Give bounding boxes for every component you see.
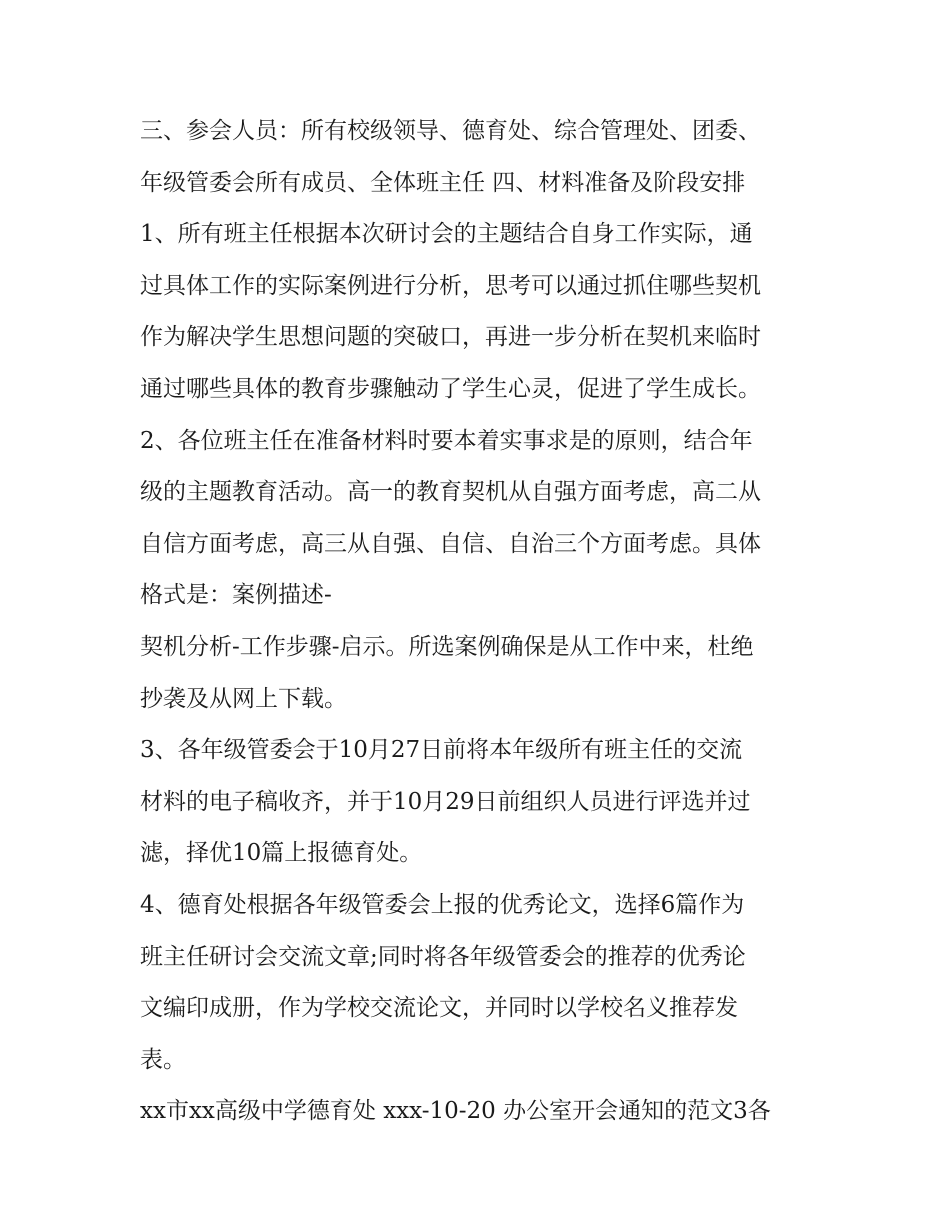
text-line: 2、各位班主任在准备材料时要本着实事求是的原则，结合年 xyxy=(140,427,753,454)
text-line: 年级管委会所有成员、全体班主任 四、材料准备及阶段安排 xyxy=(140,169,746,196)
text-line: 滤，择优10篇上报德育处。 xyxy=(140,840,423,867)
text-line: 通过哪些具体的教育步骤触动了学生心灵，促进了学生成长。 xyxy=(140,375,761,402)
text-line: 过具体工作的实际案例进行分析，思考可以通过抓住哪些契机 xyxy=(140,272,761,299)
text-line: 三、参会人员：所有校级领导、德育处、综合管理处、团委、 xyxy=(140,118,761,144)
document-body xyxy=(140,106,820,1138)
text-line: 文编印成册，作为学校交流论文，并同时以学校名义推荐发 xyxy=(140,995,738,1022)
text-line: 表。 xyxy=(140,1046,186,1073)
text-line: 4、德育处根据各年级管委会上报的优秀论文，选择6篇作为 xyxy=(140,891,745,918)
text-line: 格式是：案例描述- xyxy=(140,582,332,609)
text-line: 3、各年级管委会于10月27日前将本年级所有班主任的交流 xyxy=(140,737,743,764)
text-line: 抄袭及从网上下载。 xyxy=(140,685,347,712)
text-line: 材料的电子稿收齐，并于10月29日前组织人员进行评选并过 xyxy=(140,788,751,815)
text-line: 班主任研讨会交流文章;同时将各年级管委会的推荐的优秀论 xyxy=(140,943,746,970)
text-line: 作为解决学生思想问题的突破口，再进一步分析在契机来临时 xyxy=(140,324,761,351)
text-line: 1、所有班主任根据本次研讨会的主题结合自身工作实际，通 xyxy=(140,221,753,248)
text-line: 级的主题教育活动。高一的教育契机从自强方面考虑，高二从 xyxy=(140,479,761,506)
text-line: 自信方面考虑，高三从自强、自信、自治三个方面考虑。具体 xyxy=(140,530,761,557)
text-line: 契机分析-工作步骤-启示。所选案例确保是从工作中来，杜绝 xyxy=(140,633,754,660)
text-line: xx市xx高级中学德育处 xxx-10-20 办公室开会通知的范文3各 xyxy=(140,1098,771,1125)
